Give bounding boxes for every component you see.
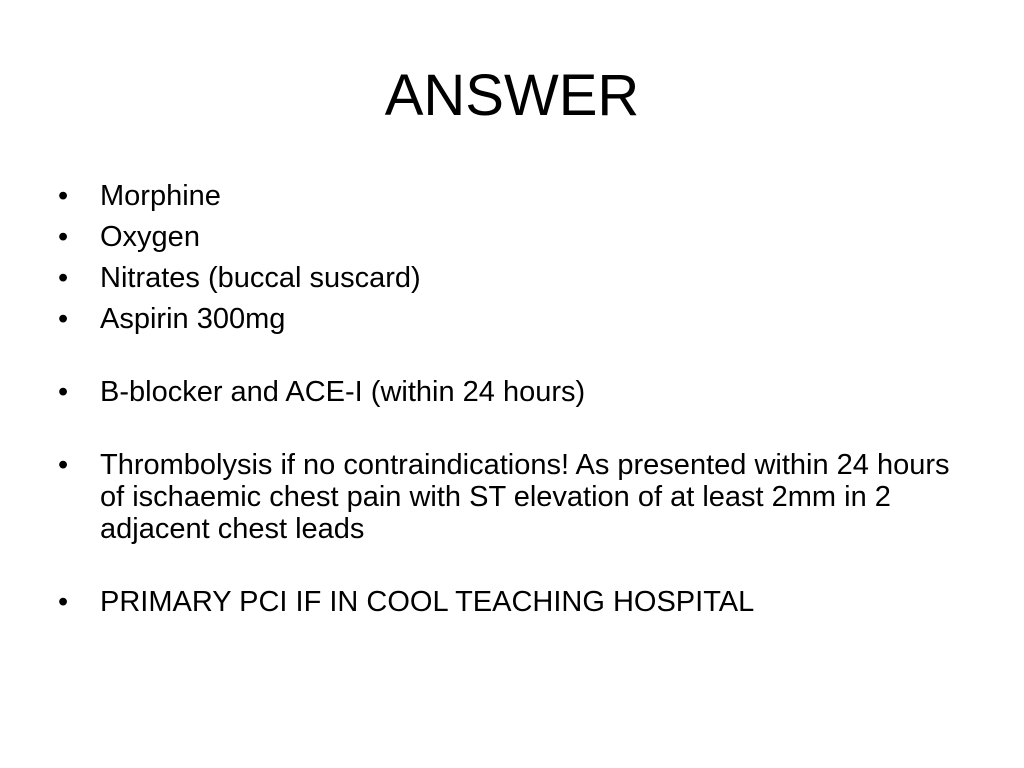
- bullet-item-oxygen: [58, 221, 978, 253]
- bullet-icon: •: [58, 376, 69, 408]
- bullet-item-nitrates: [58, 262, 978, 294]
- bullet-item-primary-pci: [58, 586, 978, 618]
- bullet-text: Oxygen: [100, 221, 200, 253]
- bullet-item-thrombolysis: [58, 449, 978, 545]
- bullet-text: Nitrates (buccal suscard): [100, 262, 421, 294]
- bullet-list: [58, 180, 978, 627]
- bullet-icon: •: [58, 449, 69, 481]
- bullet-text: Aspirin 300mg: [100, 303, 286, 335]
- bullet-item-aspirin: [58, 303, 978, 335]
- bullet-icon: •: [58, 180, 69, 212]
- bullet-text: Thrombolysis if no contraindications! As presented within 24 hours of ischaemic chest pain with ST elevation of at least 2mm in 2 adjacent chest leads: [100, 449, 950, 545]
- bullet-text: Morphine: [100, 180, 221, 212]
- bullet-icon: •: [58, 221, 69, 253]
- bullet-text: B-blocker and ACE-I (within 24 hours): [100, 376, 586, 408]
- bullet-icon: •: [58, 262, 69, 294]
- bullet-icon: •: [58, 586, 69, 618]
- bullet-text: PRIMARY PCI IF IN COOL TEACHING HOSPITAL: [100, 586, 755, 618]
- bullet-item-morphine: [58, 180, 978, 212]
- bullet-item-b-blocker: [58, 376, 978, 408]
- slide-title: ANSWER: [384, 63, 640, 128]
- bullet-icon: •: [58, 303, 69, 335]
